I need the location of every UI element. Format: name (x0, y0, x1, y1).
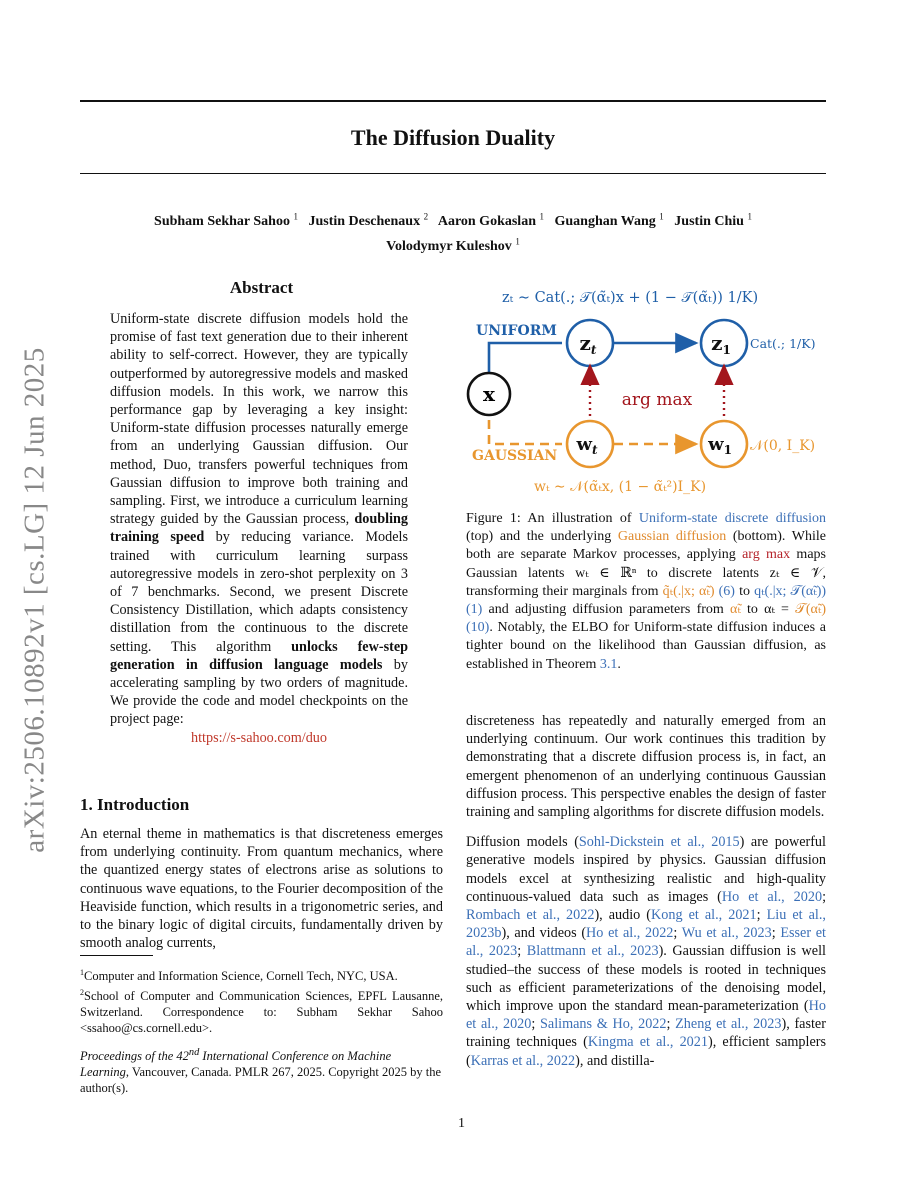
citation-link[interactable]: Kingma et al., 2021 (587, 1034, 708, 1051)
author-affiliation: 2 (423, 211, 429, 221)
label-argmax: arg max (621, 390, 693, 410)
footnotes (80, 965, 443, 1037)
project-link[interactable]: https://s-sahoo.com/duo (191, 729, 327, 746)
proceedings-note: Proceedings of the 42nd International Conference on Machine Learning, Vancouver, Canada. PMLR 267, 2025. Copyright 2025 by the author(s). (80, 1047, 442, 1096)
author-name: Justin Chiu $^1$ (674, 211, 752, 229)
node-zt-label: z (579, 331, 591, 355)
author-affiliation: 1 (539, 211, 544, 221)
label-uniform: UNIFORM (476, 323, 557, 339)
right-column-body (466, 712, 826, 1082)
citation-link[interactable]: Salimans & Ho, 2022 (540, 1016, 667, 1033)
citation-link[interactable]: Kong et al., 2021 (651, 907, 757, 924)
label-gaussian: GAUSSIAN (472, 448, 558, 464)
node-zt-sub: t (590, 343, 597, 357)
node-w1-sub: 1 (723, 443, 732, 457)
paragraph: discreteness has repeatedly and naturally emerged from an underlying continuum. Our work continues this tradition by demonstrating that a discrete diffusion process is, in fact, an emergent phenomenon of an underlying continuous Gaussian diffusion process. This perspective enables the design of faster training and sampling algorithms for discrete diffusion models. (466, 713, 826, 821)
node-z1-sub: 1 (722, 343, 731, 357)
section-heading-introduction: 1. Introduction (80, 795, 190, 814)
uniform-path (489, 343, 562, 378)
node-wt-sub: t (591, 443, 598, 457)
node-x-label: x (483, 382, 495, 406)
abstract-text: Uniform-state discrete diffusion models hold the promise of fast text generation due to their inherent ability to self-correct. However, they are typically outperformed by autoregressive models and masked diffusion models. In this work, we narrow this performance gap by leveraging a key insight: Uniform-state diffusion processes naturally emerge from an underlying Gaussian diffusion. Our method, Duo, transfers powerful techniques from Gaussian diffusion to improve both training and sampling. First, we introduce a curriculum learning strategy guided by the Gaussian process, (110, 311, 408, 528)
arxiv-watermark (10, 330, 60, 870)
abstract-heading: Abstract (229, 278, 294, 297)
title-rule-top (80, 100, 826, 102)
citation-link[interactable]: Esser et al., 2023 (466, 925, 826, 960)
equation-ref[interactable]: (10) (466, 620, 490, 636)
caption-argmax: arg max (742, 547, 791, 563)
paragraph-diffusion-models: Diffusion models (Sohl-Dickstein et al., 2015) are powerful generative models inspired by physics. Gaussian diffusion models excel at synthesizing realistic and high-quality continuous-valued data such as images (Ho et al., 2020; Rombach et al., 2022), audio (Kong et al., 2021; Liu et al., 2023b), and videos (Ho et al., 2022; Wu et al., 2023; Esser et al., 2023; Blattmann et al., 2023). Gaussian diffusion is well studied–the success of these models is rooted in techniques such as efficient parameterizations of the denoising model, which improve upon the standard mean-parameterization (Ho et al., 2020; Salimans & Ho, 2022; Zheng et al., 2023), faster training techniques (Kingma et al., 2021), efficient samplers (Karras et al., 2022), and distilla- (466, 834, 827, 1069)
author-list (80, 206, 826, 257)
abstract-bold: doubling training speed (110, 511, 408, 546)
citation-link[interactable]: Zheng et al., 2023 (675, 1016, 782, 1033)
paper-title: The Diffusion Duality (350, 125, 556, 150)
gaussian-path (489, 420, 562, 444)
figure-1-diagram (462, 270, 826, 502)
footnote-1: $^1$Computer and Information Science, Cornell Tech, NYC, USA. (80, 968, 398, 984)
node-w1-label: w (708, 434, 724, 455)
equation-ref[interactable]: (1) (466, 602, 483, 618)
author-affiliation: 1 (293, 211, 298, 221)
author-name: Justin Deschenaux $^2$ (308, 211, 429, 229)
caption-link-uniform: Uniform-state discrete diffusion (638, 511, 826, 526)
author-line-2 (80, 232, 826, 258)
caption-link-gaussian: Gaussian diffusion (617, 529, 727, 545)
equation-ref[interactable]: (6) (718, 583, 735, 599)
figure-1-caption: Figure 1: An illustration of Uniform-state discrete diffusion (top) and the underlying Gaussian diffusion (bottom). While both are separate Markov processes, applying arg max maps Gaussian latents wₜ ∈ ℝⁿ to discrete latents zₜ ∈ 𝒱, transforming their marginals from q̃ₜ(.|x; α̃ₜ) (6) to qₜ(.|x; 𝒯(α̃ₜ)) (1) and adjusting diffusion parameters from α̃ₜ to αₜ = 𝒯(α̃ₜ) (10). Notably, the ELBO for Uniform-state diffusion induces a tighter bound on the likelihood than Gaussian diffusion, as established in Theorem 3.1. (466, 511, 827, 672)
citation-link[interactable]: Ho et al., 2022 (586, 925, 674, 942)
intro-paragraph: An eternal theme in mathematics is that discreteness emerges from underlying continuity. From quantum mechanics, where the quantized energy states of electrons arise as solutions to continuous wave equations, to the Fourier decomposition of the Heaviside function, which results in a trigonometric series, and to the binary logic of digital circuits, fundamentally driven by smooth analog currents, (80, 826, 443, 952)
node-z1-label: z (711, 331, 723, 355)
author-name: Aaron Gokaslan $^1$ (437, 211, 544, 229)
abstract-text: by reducing variance. Models trained with curriculum learning surpass autoregressive models in zero-shot perplexity on 3 of 7 benchmarks. Second, we present Discrete Consistency Distillation, which adapts consistency distillation from the continuous to the discrete setting. This algorithm (110, 529, 408, 655)
author-affiliation: 1 (515, 236, 520, 247)
citation-link[interactable]: Sohl-Dickstein et al., 2015 (578, 834, 740, 851)
footnote-2: $^2$School of Computer and Communication Sciences, EPFL Lausanne, Switzerland. Correspondence to: Subham Sekhar Sahoo <ssahoo@cs.cornell.edu>. (80, 987, 443, 1035)
citation-link[interactable]: Ho et al., 2020 (466, 998, 826, 1033)
author-name: Guanghan Wang $^1$ (554, 211, 664, 229)
citation-link[interactable]: Blattmann et al., 2023 (526, 943, 659, 960)
author-affiliation: 1 (747, 211, 752, 221)
eq-w1: 𝒩(0, I_K) (750, 438, 816, 454)
arxiv-id: arXiv:2506.10892v1 [cs.LG] 12 Jun 2025 (18, 347, 51, 853)
author-name: Volodymyr Kuleshov $^1$ (386, 236, 520, 255)
citation-link[interactable]: Rombach et al., 2022 (466, 907, 595, 924)
author-name: Subham Sekhar Sahoo $^1$ (154, 211, 298, 229)
theorem-ref[interactable]: 3.1 (599, 656, 618, 672)
citation-link[interactable]: Liu et al., 2023b (466, 907, 826, 942)
footnote-rule (80, 955, 153, 956)
node-wt-label: w (576, 434, 592, 455)
author-affiliation: 1 (659, 211, 664, 221)
eq-z1: Cat(.; 1/K) (750, 336, 816, 351)
abstract-bold: unlocks few-step generation in diffusion language models (110, 638, 409, 673)
eq-bottom: wₜ ∼ 𝒩(α̃ₜx, (1 − α̃ₜ²)I_K) (534, 479, 707, 495)
page-number: 1 (458, 1116, 465, 1131)
abstract-text: by accelerating sampling by two orders of magnitude. We provide the code and model checkpoints on the project page: (110, 656, 408, 728)
title-rule-bottom (80, 173, 826, 174)
eq-top: zₜ ∼ Cat(.; 𝒯(α̃ₜ)x + (1 − 𝒯(α̃ₜ)) 1/K) (502, 290, 759, 306)
citation-link[interactable]: Ho et al., 2020 (721, 888, 823, 905)
abstract-body (110, 310, 408, 747)
author-line-1 (80, 206, 826, 232)
citation-link[interactable]: Karras et al., 2022 (470, 1052, 576, 1069)
citation-link[interactable]: Wu et al., 2023 (681, 925, 772, 942)
